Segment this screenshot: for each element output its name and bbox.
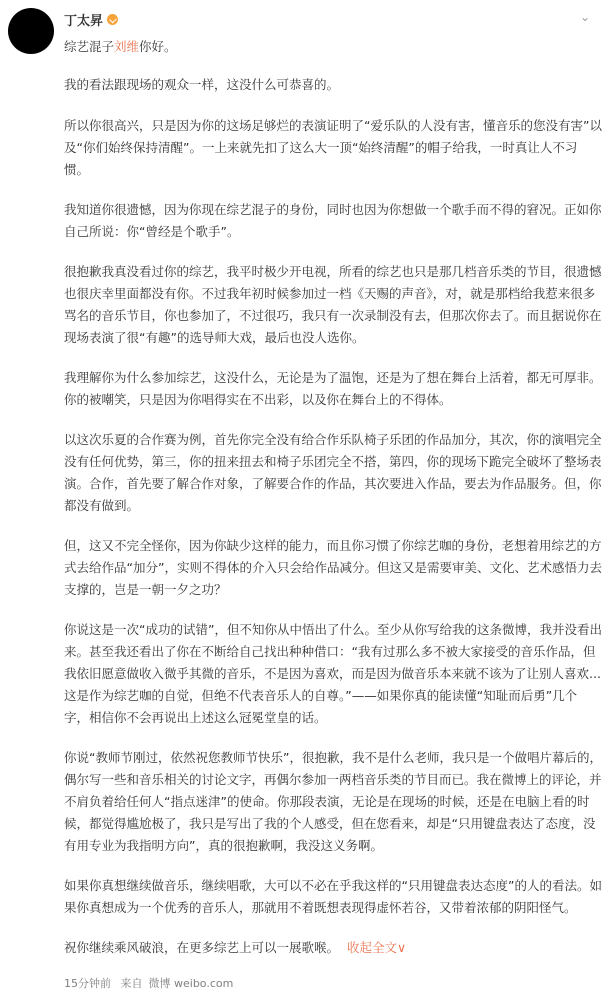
paragraph: 如果你真想继续做音乐，继续唱歌，大可以不必在乎我这样的“只用键盘表达态度”的人的看法。如果你真想成为一个优秀的音乐人，那就用不着既想表现得虚怀若谷，又带着浓郁的阴阳怪气。 bbox=[64, 878, 602, 915]
collapse-full-text-link[interactable]: 收起全文∨ bbox=[347, 940, 407, 955]
post-body bbox=[64, 74, 602, 977]
mention-link[interactable]: 刘维 bbox=[114, 39, 140, 54]
greeting-prefix: 综艺混子 bbox=[64, 39, 115, 54]
paragraph: 所以你很高兴，只是因为你的这场足够烂的表演证明了“爱乐队的人没有害，懂音乐的您没有害”以及“你们始终保持清醒”。一上来就先扣了这么大一顶“始终清醒”的帽子给我，一时真让人不习惯。 bbox=[64, 118, 602, 177]
post-header bbox=[64, 10, 590, 56]
paragraph: 我知道你很遗憾，因为你现在综艺混子的身份，同时也因为你想做一个歌手而不得的窘况。正如你自己所说：你“曾经是个歌手”。 bbox=[64, 202, 602, 239]
name-row bbox=[64, 10, 590, 28]
paragraph: 我理解你为什么参加综艺，这没什么，无论是为了温饱，还是为了想在舞台上活着，都无可厚非。你的被嘲笑，只是因为你唱得实在不出彩，以及你在舞台上的不得体。 bbox=[64, 370, 602, 407]
post-time[interactable]: 15分钟前 bbox=[64, 977, 111, 990]
paragraph: 我的看法跟现场的观众一样，这没什么可恭喜的。 bbox=[64, 77, 340, 92]
vip-badge-icon bbox=[107, 14, 118, 25]
source-prefix: 来自 bbox=[120, 977, 143, 990]
last-paragraph bbox=[64, 937, 602, 959]
paragraph: 以这次乐夏的合作赛为例，首先你完全没有给合作乐队椅子乐团的作品加分，其次，你的演唱完全没有任何优势，第三，你的扭来扭去和椅子乐团完全不搭，第四，你的现场下跪完全破坏了整场表演。合作，首先要了解合作对象，了解要合作的作品，其次要进入作品，要去为作品服务。但，你都没有做到。 bbox=[64, 432, 602, 513]
source-link[interactable]: 微博 weibo.com bbox=[148, 977, 234, 990]
paragraph: 你说“教师节刚过，依然祝您教师节快乐”，很抱歉，我不是什么老师，我只是一个做唱片幕后的，偶尔写一些和音乐相关的讨论文字，再偶尔参加一两档音乐类的节目而已。我在微博上的评论，并不肩负着给任何人“指点迷津”的使命。你那段表演，无论是在现场的时候，还是在电脑上看的时候，都觉得尴尬极了，我只是写出了我的个人感受，但在您看来，却是“只用键盘表达了态度，没有用专业为我指明方向”，真的很抱歉啊，我没这义务啊。 bbox=[64, 750, 602, 853]
paragraph: 很抱歉我真没看过你的综艺，我平时极少开电视，所看的综艺也只是那几档音乐类的节目，很遗憾也很庆幸里面都没有你。不过我年初时候参加过一档《天赐的声音》，对，就是那档给我惹来很多骂名的音乐节目，你也参加了，不过很巧，我只有一次录制没有去，但那次你去了。而且据说你在现场表演了很“有趣”的选导师大戏，最后也没人选你。 bbox=[64, 264, 602, 345]
avatar[interactable] bbox=[8, 8, 54, 54]
greeting-line bbox=[64, 38, 590, 56]
last-paragraph-text: 祝你继续乘风破浪，在更多综艺上可以一展歌喉。 bbox=[64, 940, 340, 955]
chevron-down-icon[interactable]: ⌄ bbox=[579, 10, 590, 24]
paragraph: 但，这又不完全怪你，因为你缺少这样的能力，而且你习惯了你综艺咖的身份，老想着用综艺的方式去给作品“加分”，实则不得体的介入只会给作品减分。但这又是需要审美、文化、艺术感悟力去支撑的，岂是一朝一夕之功？ bbox=[64, 538, 602, 597]
greeting-suffix: 你好。 bbox=[139, 39, 177, 54]
paragraph: 你说这是一次“成功的试错”，但不知你从中悟出了什么。至少从你写给我的这条微博，我并没看出来。甚至我还看出了你在不断给自己找出种种借口：“我有过那么多不被大家接受的音乐作品，但我依旧愿意做收入微乎其微的音乐，不是因为喜欢，而是因为做音乐本来就不该为了让别人喜欢...这是作为综艺咖的自觉，但绝不代表音乐人的自尊。”——如果你真的能读懂“知耻而后勇”几个字，相信你不会再说出上述这么冠冕堂皇的话。 bbox=[64, 622, 602, 725]
post-meta bbox=[64, 975, 239, 991]
username-link[interactable]: 丁太昇 bbox=[64, 13, 104, 29]
